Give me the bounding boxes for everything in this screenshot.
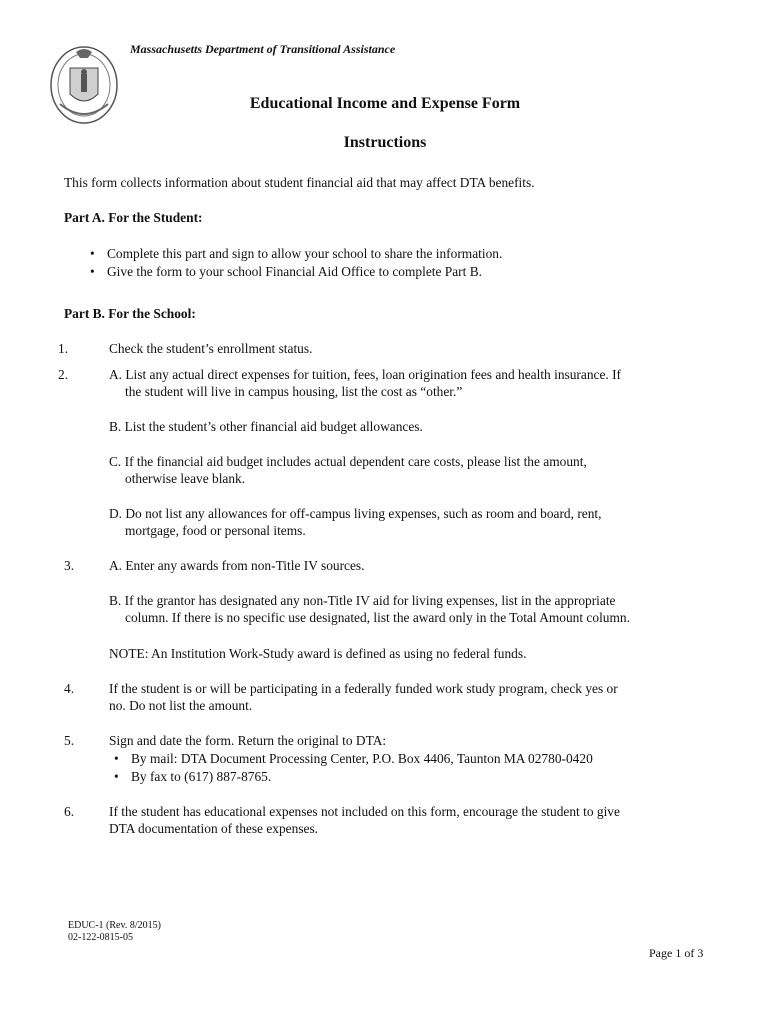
bullet-icon: • [90,264,95,279]
item-4-text: If the student is or will be participating in a federally funded work study program, check yes or no. Do not list the amount. [109,681,618,713]
item-3b-text: B. If the grantor has designated any non-Title IV aid for living expenses, list in the appropriate column. If there is no specific use designated, list the award only in the Total Amount column. [109,593,630,625]
bullet-icon: • [114,751,119,766]
page-title: Educational Income and Expense Form [249,95,521,112]
part-a-heading: Part A. For the Student: [64,210,203,225]
item-3a-text: A. Enter any awards from non-Title IV sources. [109,558,365,573]
item-6-text: If the student has educational expenses not included on this form, encourage the student to give DTA documentation of these expenses. [109,804,620,836]
form-id: EDUC-1 (Rev. 8/2015) [68,920,161,931]
item-number: 2. [58,367,69,382]
page-subtitle: Instructions [343,134,427,151]
item-number: 4. [64,681,75,696]
item-5-text: Sign and date the form. Return the original to DTA: [109,733,387,748]
item-2b-text: B. List the student’s other financial aid budget allowances. [109,419,423,434]
item-number: 3. [64,558,75,573]
item-3-note: NOTE: An Institution Work-Study award is defined as using no federal funds. [109,646,527,661]
item-2c-text: C. If the financial aid budget includes actual dependent care costs, please list the amount, otherwise leave blank. [109,454,587,486]
item-2d-text: D. Do not list any allowances for off-campus living expenses, such as room and board, rent, mortgage, food or personal items. [109,506,602,538]
agency-name: Massachusetts Department of Transitional Assistance [130,42,396,56]
item-number: 6. [64,804,75,819]
massachusetts-seal-icon [48,44,120,126]
bullet-icon: • [114,769,119,784]
item-number: 1. [58,341,69,356]
part-b-heading: Part B. For the School: [64,306,196,321]
item-1-text: Check the student’s enrollment status. [109,341,313,356]
page-number: Page 1 of 3 [649,946,704,960]
form-code: 02-122-0815-05 [68,932,133,943]
item-number: 5. [64,733,75,748]
bullet-icon: • [90,246,95,261]
intro-text: This form collects information about student financial aid that may affect DTA benefits. [64,175,535,190]
item-2a-text: A. List any actual direct expenses for tuition, fees, loan origination fees and health insurance. If the student will live in campus housing, list the cost as “other.” [109,367,622,399]
